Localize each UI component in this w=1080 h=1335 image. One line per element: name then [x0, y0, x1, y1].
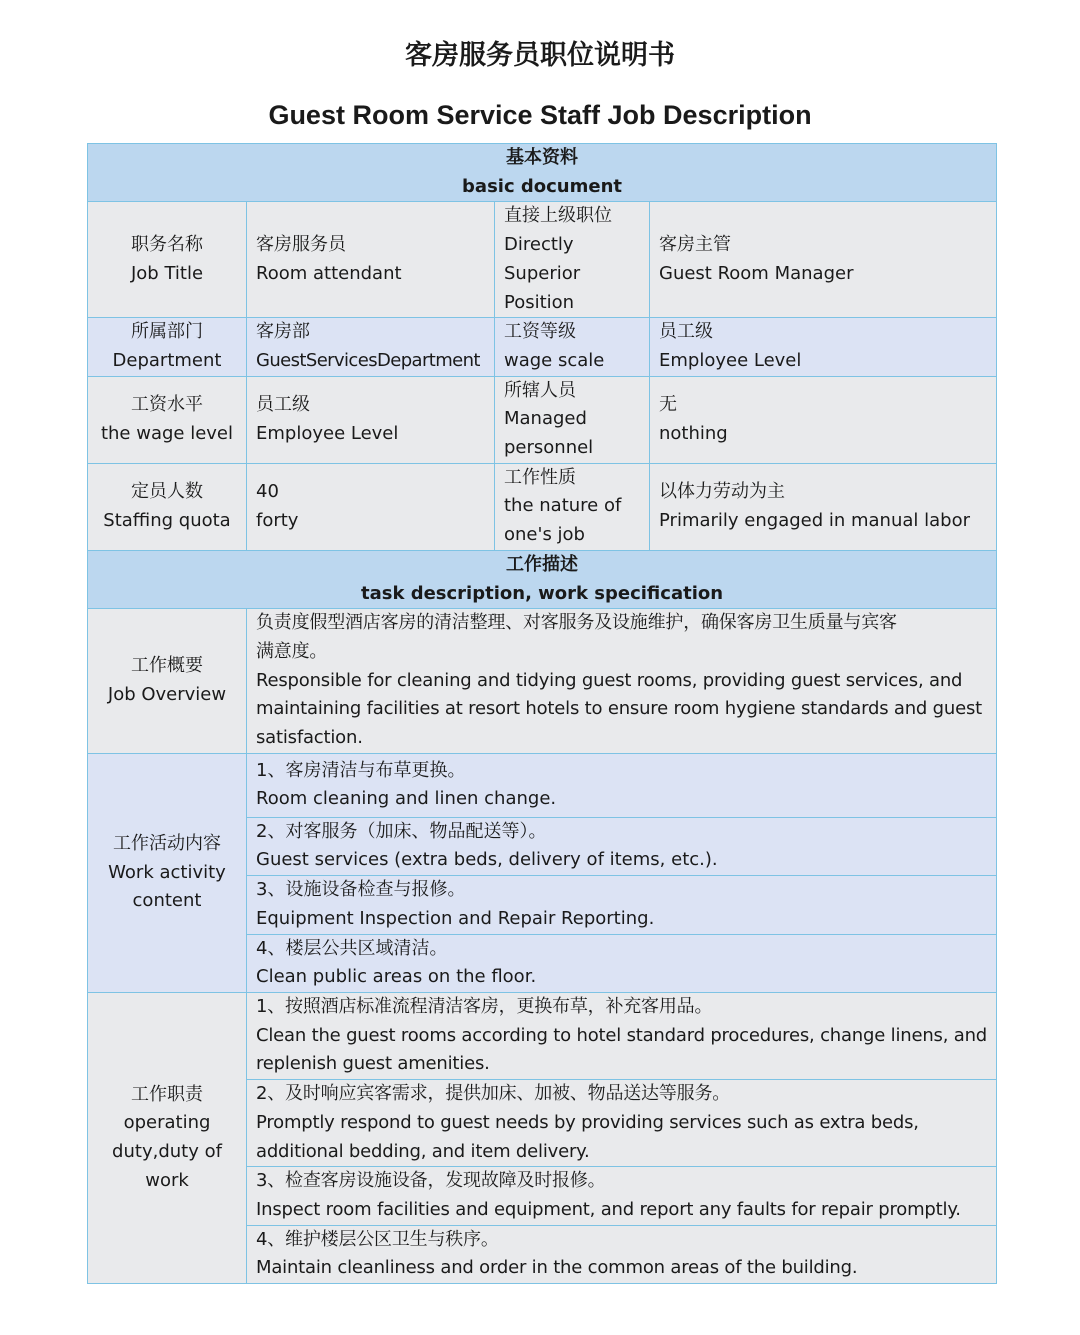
label-duties: [88, 992, 247, 1283]
duty-en-line: Clean the guest rooms according to hotel standard procedures, change linens, and: [256, 1024, 988, 1046]
label-zh: 工作职责: [131, 1083, 203, 1105]
overview-row: [88, 609, 997, 754]
label-en: Staffing quota: [103, 509, 231, 531]
label-en-line: one's job: [504, 524, 585, 546]
label-staffing-quota: [88, 463, 247, 550]
task-header-zh: 工作描述: [506, 553, 579, 575]
duty-item: [247, 1167, 997, 1225]
duty-en-line: additional bedding, and item delivery.: [256, 1140, 590, 1162]
task-header-en: task description, work specification: [361, 582, 724, 604]
basic-row-staffing-quota: [88, 463, 997, 550]
label-wage-scale: [495, 318, 650, 376]
label-zh: 工作活动内容: [113, 832, 221, 854]
label-zh: 职务名称: [131, 234, 203, 256]
activity-zh: 3、设施设备检查与报修。: [256, 879, 466, 901]
value-job-title: [247, 202, 495, 318]
value-managed-personnel: [650, 376, 997, 463]
label-en-line: duty,duty of: [112, 1141, 222, 1162]
activity-en: Guest services (extra beds, delivery of items, etc.).: [256, 849, 718, 871]
duty-en-line: replenish guest amenities.: [256, 1053, 490, 1075]
overview-zh-line: 满意度。: [256, 640, 328, 662]
basic-header-zh: 基本资料: [506, 147, 579, 168]
value-en: Employee Level: [256, 422, 399, 444]
label-superior-position: [495, 202, 650, 318]
label-en-line: Managed: [504, 408, 587, 430]
value-en: Room attendant: [256, 262, 402, 284]
label-en-line: wage scale: [504, 349, 605, 371]
value-en: Primarily engaged in manual labor: [659, 509, 971, 531]
value-zh: 客房主管: [659, 234, 731, 256]
basic-row-wage-level: [88, 376, 997, 463]
value-zh: 客房服务员: [256, 234, 346, 256]
label-zh: 定员人数: [131, 481, 203, 503]
label-en-line: operating: [123, 1112, 211, 1134]
page-title-zh: 客房服务员职位说明书: [405, 40, 675, 71]
basic-header-en: basic document: [462, 175, 623, 197]
label-en-line: Position: [504, 291, 575, 313]
overview-en-line: Responsible for cleaning and tidying guest rooms, providing guest services, and: [256, 669, 963, 691]
label-en: the wage level: [100, 422, 234, 444]
label-zh: 工资等级: [504, 321, 576, 343]
activity-en: Room cleaning and linen change.: [256, 788, 557, 810]
value-zh: 客房部: [256, 321, 310, 343]
duty-item: [247, 1080, 997, 1167]
label-department: [88, 318, 247, 376]
value-zh: 员工级: [659, 321, 713, 343]
label-en-line: the nature of: [504, 495, 622, 517]
value-zh: 以体力劳动为主: [659, 481, 785, 503]
overview-en-line: satisfaction.: [256, 727, 363, 749]
value-department: [247, 318, 495, 376]
label-en: Job Title: [130, 262, 204, 284]
label-zh: 工作概要: [131, 655, 203, 677]
value-en: forty: [256, 509, 299, 531]
basic-section-header: [88, 144, 997, 202]
duty-zh: 2、及时响应宾客需求，提供加床、加被、物品送达等服务。: [256, 1083, 731, 1105]
basic-row-job-title: [88, 202, 997, 318]
label-job-overview: [88, 609, 247, 754]
label-zh: 所属部门: [131, 321, 203, 343]
value-staffing-quota: [247, 463, 495, 550]
label-en: Department: [112, 349, 222, 371]
duty-zh: 1、按照酒店标准流程清洁客房，更换布草，补充客用品。: [256, 995, 713, 1017]
activity-item: [247, 817, 997, 875]
label-work-activity: [88, 753, 247, 992]
duty-en-line: Promptly respond to guest needs by providing services such as extra beds,: [256, 1111, 919, 1133]
page-title-en: Guest Room Service Staff Job Description: [268, 100, 812, 130]
label-zh: 工资水平: [131, 393, 203, 415]
activity-item: [247, 753, 997, 817]
activity-en: Equipment Inspection and Repair Reporting.: [256, 907, 655, 929]
label-nature-of-job: [495, 463, 650, 550]
duty-zh: 4、维护楼层公区卫生与秩序。: [256, 1228, 499, 1250]
label-en-line: content: [132, 890, 202, 912]
value-en: nothing: [659, 422, 728, 444]
label-en-line: Work activity: [108, 861, 226, 883]
activity-zh: 4、楼层公共区域清洁。: [256, 937, 448, 959]
duty-en-line: Inspect room facilities and equipment, and report any faults for repair promptly.: [256, 1198, 961, 1220]
task-section-header: [88, 550, 997, 608]
duty-item: [247, 992, 997, 1079]
duty-en-line: Maintain cleanliness and order in the common areas of the building.: [256, 1257, 858, 1279]
label-zh: 所辖人员: [504, 379, 576, 401]
activity-row: [88, 753, 997, 817]
label-en-line: personnel: [504, 437, 594, 459]
basic-row-department: [88, 318, 997, 376]
activity-item: [247, 934, 997, 992]
overview-zh-line: 负责度假型酒店客房的清洁整理、对客服务及设施维护，确保客房卫生质量与宾客: [256, 612, 897, 634]
value-en: Employee Level: [659, 349, 802, 371]
activity-zh: 1、客房清洁与布草更换。: [256, 759, 466, 781]
value-wage-level: [247, 376, 495, 463]
value-zh: 员工级: [256, 393, 310, 415]
value-zh: 无: [659, 393, 677, 415]
overview-text: [247, 609, 997, 754]
activity-zh: 2、对客服务（加床、物品配送等）。: [256, 820, 547, 842]
value-nature-of-job: [650, 463, 997, 550]
label-en-line: Superior: [504, 262, 581, 284]
label-en: Job Overview: [107, 684, 227, 705]
overview-en-line: maintaining facilities at resort hotels to ensure room hygiene standards and guest: [256, 698, 983, 720]
label-zh: 工作性质: [504, 466, 576, 488]
value-zh: 40: [256, 481, 279, 503]
value-en: GuestServicesDepartment: [256, 349, 480, 371]
value-wage-scale: [650, 318, 997, 376]
duty-item: [247, 1225, 997, 1283]
label-managed-personnel: [495, 376, 650, 463]
activity-en: Clean public areas on the floor.: [256, 966, 537, 988]
label-wage-level: [88, 376, 247, 463]
duty-zh: 3、检查客房设施设备，发现故障及时报修。: [256, 1170, 606, 1192]
activity-item: [247, 876, 997, 934]
job-description-table: [87, 143, 997, 1284]
label-en-line: Directly: [504, 234, 574, 256]
value-en: Guest Room Manager: [659, 262, 854, 284]
duty-row: [88, 992, 997, 1079]
label-en-line: work: [145, 1169, 189, 1191]
label-zh: 直接上级职位: [504, 205, 612, 227]
value-superior-position: [650, 202, 997, 318]
label-job-title: [88, 202, 247, 318]
